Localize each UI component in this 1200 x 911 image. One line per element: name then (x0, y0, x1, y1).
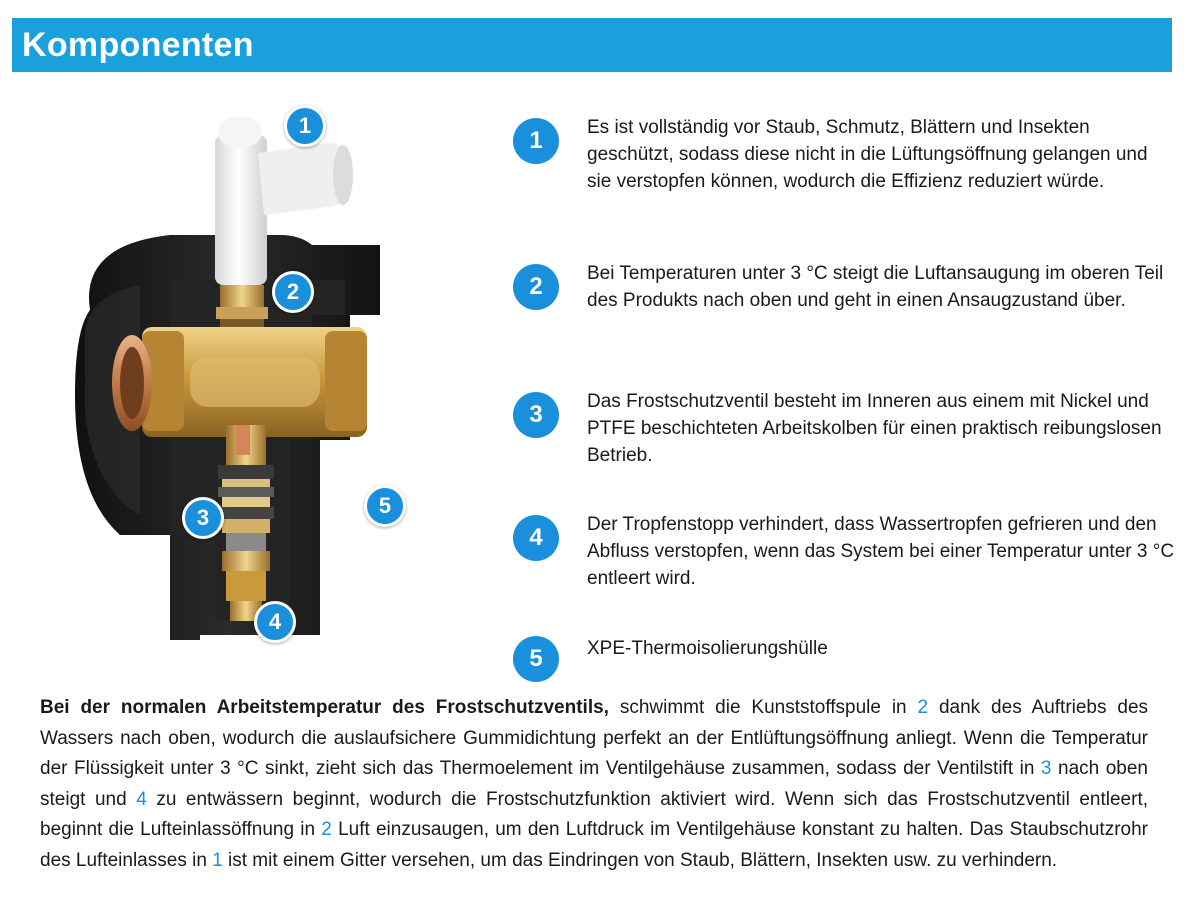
paragraph-text: ist mit einem Gitter versehen, um das Eindringen von Staub, Blättern, Insekten usw. zu verhindern. (222, 849, 1058, 871)
item-description: Es ist vollständig vor Staub, Schmutz, Blättern und Insekten geschützt, sodass diese nicht in die Lüftungsöffnung gelangen und sie verstopfen können, wodurch die Effizienz reduziert würde. (587, 117, 1148, 192)
paragraph-text: schwimmt die Kunststoffspule in (608, 697, 918, 718)
valve-cutaway-image (50, 95, 450, 665)
reference-number: 1 (212, 849, 223, 871)
item-number-badge: 1 (513, 118, 559, 164)
reference-number: 2 (321, 819, 332, 840)
callout-badge-2: 2 (272, 271, 314, 313)
page-title: Komponenten (22, 26, 254, 64)
item-description: XPE-Thermoisolierungshülle (587, 638, 828, 659)
item-number-badge: 4 (513, 515, 559, 561)
reference-number: 4 (136, 788, 147, 810)
header-bar (12, 18, 1172, 72)
item-number-badge: 2 (513, 264, 559, 310)
item-description: Das Frostschutzventil besteht im Inneren aus einem mit Nickel und PTFE beschichteten Arbeitskolben für einen praktisch reibungslosen Betrieb. (587, 391, 1162, 466)
paragraph-text: dank des Auftriebs des Wassers nach oben, wodurch die auslaufsichere Gummidichtung perfekt an der Entlüftungsöffnung anliegt. Wenn die Temperatur der Flüssigkeit unter 3 °C sinkt, zieht sich das Thermoelement im Ventilgehäuse zusammen, sodass der Ventilstift in (40, 697, 1149, 779)
valve-illustration (50, 95, 450, 665)
item-number-badge: 3 (513, 392, 559, 438)
paragraph-text: nach oben steigt und (40, 758, 1149, 810)
callout-badge-1: 1 (284, 105, 326, 147)
reference-number: 2 (917, 697, 929, 718)
reference-number: 3 (1040, 758, 1052, 779)
callout-badge-4: 4 (254, 601, 296, 643)
callout-badge-3: 3 (182, 497, 224, 539)
paragraph-text: zu entwässern beginnt, wodurch die Frostschutzfunktion aktiviert wird. Wenn sich das Frostschutzventil entleert, beginnt die Lufteinlassöffnung in (40, 788, 1149, 840)
paragraph-lead: Bei der normalen Arbeitstemperatur des Frostschutzventils, (40, 697, 609, 718)
callout-badge-5: 5 (364, 485, 406, 527)
item-description: Der Tropfenstopp verhindert, dass Wassertropfen gefrieren und den Abfluss verstopfen, wenn das System bei einer Temperatur unter 3 °C entleert wird. (587, 514, 1175, 589)
paragraph-text: Luft einzusaugen, um den Luftdruck im Ventilgehäuse konstant zu halten. Das Staubschutzrohr des Lufteinlasses in (40, 819, 1149, 871)
item-number-badge: 5 (513, 636, 559, 682)
item-description: Bei Temperaturen unter 3 °C steigt die Luftansaugung im oberen Teil des Produkts nach oben und geht in einen Ansaugzustand über. (587, 263, 1164, 311)
description-paragraph (40, 693, 1148, 876)
